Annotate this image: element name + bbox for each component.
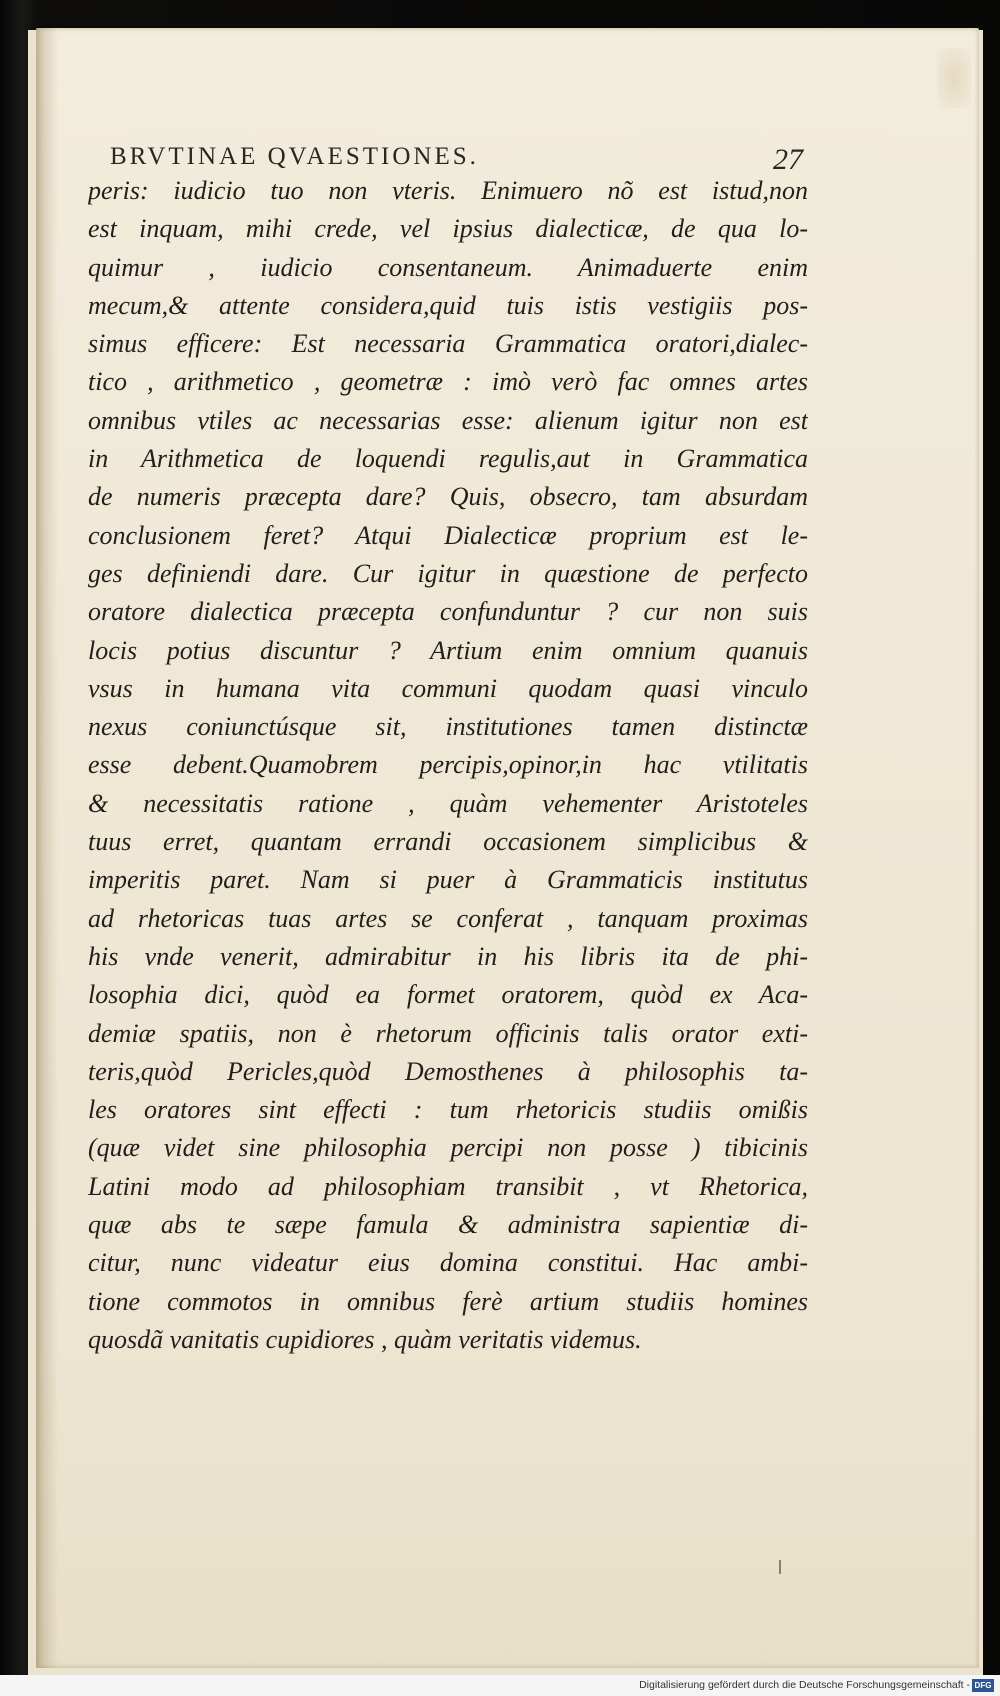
text-line: est inquam, mihi crede, vel ipsius dialecticæ, de qua lo- (88, 214, 808, 244)
text-line: locis potius discuntur ? Artium enim omnium quanuis (88, 635, 808, 665)
footer-bar (0, 1675, 1000, 1696)
text-line: tuus erret, quantam errandi occasionem simplicibus & (88, 827, 808, 857)
page-number: 27 (773, 143, 803, 176)
running-head: BRVTINAE QVAESTIONES. (110, 143, 479, 170)
text-line: peris: iudicio tuo non vteris. Enimuero nõ est istud,non (88, 176, 808, 205)
text-line: in Arithmetica de loquendi regulis,aut in Grammatica (88, 444, 808, 474)
text-line: conclusionem feret? Atqui Dialecticæ proprium est le- (88, 520, 808, 550)
text-line: citur, nunc videatur eius domina constitui. Hac ambi- (88, 1248, 808, 1278)
text-line: de numeris præcepta dare? Quis, obsecro, tam absurdam (88, 482, 808, 512)
text-line: losophia dici, quòd ea formet oratorem, quòd ex Aca- (88, 980, 808, 1010)
paper-stain (937, 48, 971, 108)
text-line: omnibus vtiles ac necessarias esse: alienum igitur non est (88, 405, 808, 435)
text-line: teris,quòd Pericles,quòd Demosthenes à philosophis ta- (88, 1056, 808, 1086)
text-line: ges definiendi dare. Cur igitur in quæstione de perfecto (88, 558, 808, 588)
text-line: his vnde venerit, admirabitur in his libris ita de phi- (88, 941, 808, 971)
text-line: (quæ videt sine philosophia percipi non posse ) tibicinis (88, 1133, 808, 1163)
body-text (88, 172, 808, 1359)
text-line: esse debent.Quamobrem percipis,opinor,in hac vtilitatis (88, 750, 808, 780)
text-line: demiæ spatiis, non è rhetorum officinis talis orator exti- (88, 1018, 808, 1048)
text-line: oratore dialectica præcepta confunduntur ? cur non suis (88, 597, 808, 627)
text-line: vsus in humana vita communi quodam quasi vinculo (88, 673, 808, 703)
text-line: Latini modo ad philosophiam transibit , vt Rhetorica, (88, 1171, 808, 1201)
text-line: les oratores sint effecti : tum rhetoricis studiis omißis (88, 1095, 808, 1125)
text-line: nexus coniunctúsque sit, institutiones tamen distinctæ (88, 712, 808, 742)
text-line: quimur , iudicio consentaneum. Animaduerte enim (88, 252, 808, 282)
text-line: imperitis paret. Nam si puer à Grammaticis institutus (88, 865, 808, 895)
text-line: tione commotos in omnibus ferè artium studiis homines (88, 1286, 808, 1316)
text-line: tico , arithmetico , geometræ : imò verò fac omnes artes (88, 367, 808, 397)
text-line: quæ abs te sæpe famula & administra sapientiæ di- (88, 1210, 808, 1240)
text-line: simus efficere: Est necessaria Grammatica oratori,dialec- (88, 329, 808, 359)
text-line: mecum,& attente considera,quid tuis istis vestigiis pos- (88, 290, 808, 320)
text-line: ad rhetoricas tuas artes se conferat , tanquam proximas (88, 903, 808, 933)
dfg-logo: DFG (972, 1679, 994, 1692)
text-line: quosdã vanitatis cupidiores , quàm veritatis videmus. (88, 1324, 642, 1354)
page-mark (779, 1560, 781, 1574)
digitization-credit: Digitalisierung gefördert durch die Deutsche Forschungsgemeinschaft - (639, 1679, 970, 1691)
text-line: & necessitatis ratione , quàm vehementer Aristoteles (88, 788, 808, 818)
